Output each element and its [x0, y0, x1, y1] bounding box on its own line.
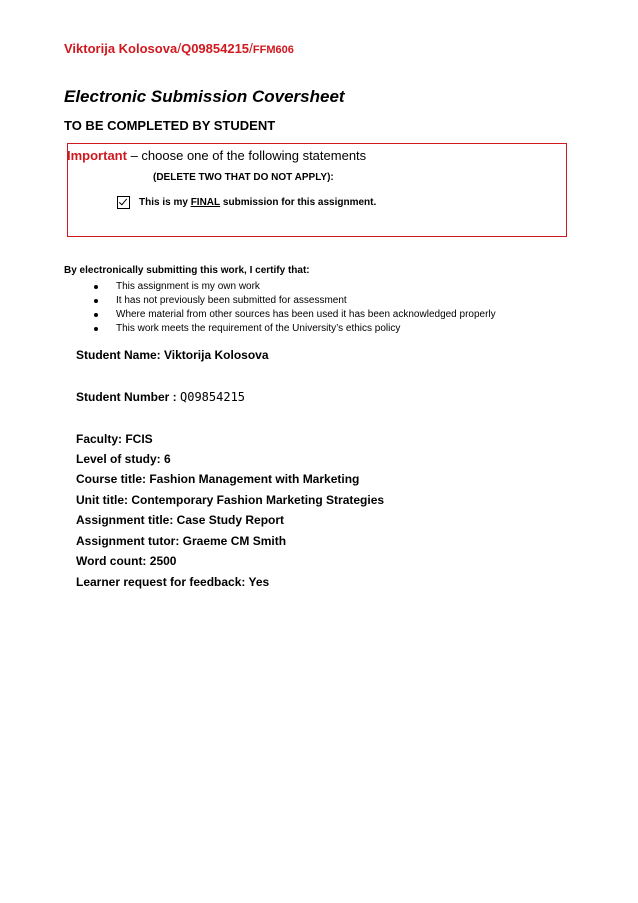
final-statement [117, 196, 376, 209]
statement-emphasis: FINAL [190, 197, 221, 208]
detail-word-count: Word count: 2500 [76, 554, 177, 568]
detail-faculty: Faculty: FCIS [76, 432, 153, 446]
page-title: Electronic Submission Coversheet [64, 87, 345, 106]
detail-tutor: Assignment tutor: Graeme CM Smith [76, 534, 287, 548]
page-subtitle: TO BE COMPLETED BY STUDENT [64, 118, 276, 133]
header-module-code: FFM606 [252, 44, 294, 56]
header-separator: / [177, 40, 182, 56]
student-name-value: Viktorija Kolosova [164, 348, 269, 362]
student-number-value: Q09854215 [180, 390, 246, 404]
document-header [64, 40, 294, 56]
delete-note: (DELETE TWO THAT DO NOT APPLY): [153, 172, 334, 183]
student-name-field [76, 348, 269, 362]
important-label: Important [67, 148, 127, 163]
detail-feedback: Learner request for feedback: Yes [76, 575, 270, 589]
student-number-label: Student Number : [76, 390, 180, 404]
list-item: Where material from other sources has been used it has been acknowledged properly [92, 308, 496, 322]
certify-list [92, 280, 496, 336]
header-separator: / [249, 40, 253, 56]
certify-heading: By electronically submitting this work, I certify that: [64, 265, 310, 276]
list-item: This work meets the requirement of the University’s ethics policy [92, 322, 496, 336]
list-item: This assignment is my own work [92, 280, 496, 294]
statement-suffix: submission for this assignment. [220, 197, 377, 208]
header-student-name: Viktorija Kolosova [64, 41, 178, 56]
checkbox-icon [117, 196, 130, 209]
important-instruction [67, 148, 366, 163]
important-text: – choose one of the following statements [126, 148, 367, 163]
detail-course: Course title: Fashion Management with Marketing [76, 472, 360, 486]
detail-assignment-title: Assignment title: Case Study Report [76, 513, 285, 527]
detail-level: Level of study: 6 [76, 452, 171, 466]
detail-unit: Unit title: Contemporary Fashion Marketing Strategies [76, 493, 385, 507]
header-student-number: Q09854215 [181, 41, 250, 56]
student-name-label: Student Name: [76, 348, 165, 362]
student-number-field [76, 390, 245, 404]
list-item: It has not previously been submitted for assessment [92, 294, 496, 308]
statement-prefix: This is my [139, 197, 191, 208]
